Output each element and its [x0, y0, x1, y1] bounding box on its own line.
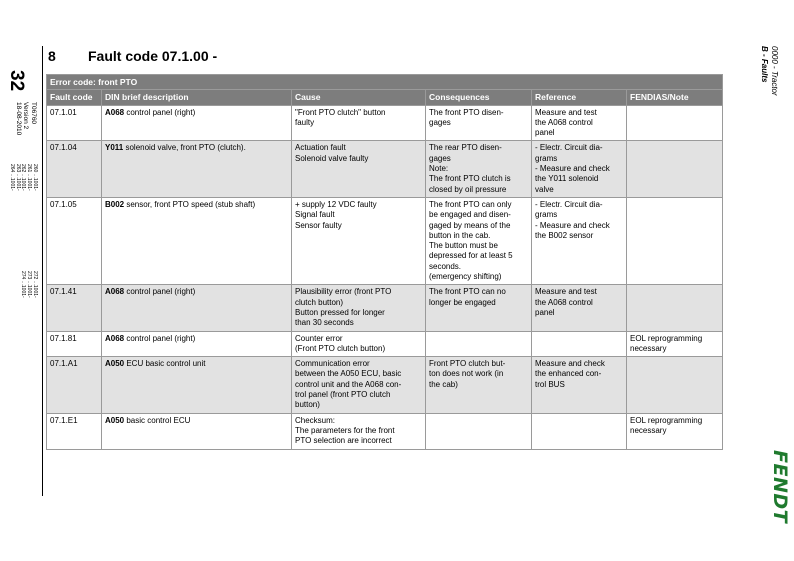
model-ref: 272 ...1001- [32, 271, 38, 298]
component-description: control panel (right) [124, 333, 196, 343]
din-description-cell [102, 197, 292, 284]
component-description: control panel (right) [124, 287, 196, 297]
doc-date: 18-08-2010 [15, 102, 22, 136]
component-description: ECU basic control unit [124, 359, 206, 369]
cause-cell: Plausibility error (front PTO clutch button) Button pressed for longer than 30 seconds [292, 285, 426, 331]
reference-cell: Measure and test the A068 control panel [532, 105, 627, 141]
component-code: A068 [105, 287, 125, 297]
model-ref: 264 ...1001- [8, 164, 15, 191]
fault-code-cell: 07.1.04 [47, 141, 102, 197]
din-description-cell [102, 141, 292, 197]
component-code: B002 [105, 199, 125, 209]
consequences-cell [426, 331, 532, 357]
margin-divider [42, 46, 43, 496]
document-meta [15, 102, 38, 135]
doc-id: T06760 [30, 102, 37, 125]
cause-cell: + supply 12 VDC faulty Signal fault Sensor faulty [292, 197, 426, 284]
doc-version: Version 2 [22, 102, 30, 130]
component-code: A068 [105, 107, 125, 117]
component-code: A050 [105, 415, 125, 425]
header-din-description: DIN brief description [102, 90, 292, 105]
table-row [47, 285, 723, 331]
fault-code-cell: 07.1.41 [47, 285, 102, 331]
fendias-note-cell: EOL reprogramming necessary [627, 413, 723, 449]
page-number: 32 [6, 70, 27, 92]
din-description-cell [102, 105, 292, 141]
table-row [47, 357, 723, 413]
consequences-cell: The front PTO can no longer be engaged [426, 285, 532, 331]
table-row [47, 413, 723, 449]
reference-cell [532, 413, 627, 449]
fendias-note-cell [627, 105, 723, 141]
din-description-cell [102, 331, 292, 357]
fendias-note-cell [627, 141, 723, 197]
fault-code-cell: 07.1.E1 [47, 413, 102, 449]
section-header-line1: 0000 - Tractor [770, 46, 779, 96]
component-description: control panel (right) [124, 107, 196, 117]
model-references-1 [8, 164, 37, 191]
model-references-2 [20, 271, 37, 298]
header-cause: Cause [292, 90, 426, 105]
cause-cell: Counter error (Front PTO clutch button) [292, 331, 426, 357]
cause-cell: "Front PTO clutch" button faulty [292, 105, 426, 141]
header-reference: Reference [532, 90, 627, 105]
cause-cell: Checksum: The parameters for the front PTO selection are incorrect [292, 413, 426, 449]
fendias-note-cell: EOL reprogramming necessary [627, 331, 723, 357]
header-consequences: Consequences [426, 90, 532, 105]
fault-code-cell: 07.1.01 [47, 105, 102, 141]
din-description-cell [102, 285, 292, 331]
model-ref: 274 ...1001- [20, 271, 27, 298]
reference-cell [532, 331, 627, 357]
fault-code-cell: 07.1.A1 [47, 357, 102, 413]
fendias-note-cell [627, 357, 723, 413]
consequences-cell: The rear PTO disen- gages Note: The front PTO clutch is closed by oil pressure [426, 141, 532, 197]
model-ref: 261 ...1001- [26, 164, 33, 191]
component-code: Y011 [105, 143, 124, 153]
component-description: basic control ECU [124, 415, 191, 425]
model-ref: 273 ...1001- [26, 271, 33, 298]
model-ref: 262 ...1001- [20, 164, 27, 191]
cause-cell: Actuation fault Solenoid valve faulty [292, 141, 426, 197]
component-description: solenoid valve, front PTO (clutch). [123, 143, 246, 153]
fendt-logo: FENDT [769, 450, 791, 524]
model-ref: 260 ...1001- [32, 164, 38, 191]
component-code: A050 [105, 359, 125, 369]
component-code: A068 [105, 333, 125, 343]
fault-code-table [46, 74, 723, 450]
reference-cell: - Electr. Circuit dia- grams - Measure and check the B002 sensor [532, 197, 627, 284]
consequences-cell: Front PTO clutch but- ton does not work (in the cab) [426, 357, 532, 413]
component-description: sensor, front PTO speed (stub shaft) [124, 199, 256, 209]
chapter-title: Fault code 07.1.00 - [88, 48, 218, 64]
section-header-line2: B - Faults [760, 46, 769, 83]
table-row [47, 331, 723, 357]
fault-code-cell: 07.1.05 [47, 197, 102, 284]
table-title: Error code: front PTO [47, 75, 723, 90]
consequences-cell: The front PTO can only be engaged and disen- gaged by means of the button in the cab. The button must be depressed for at least 5 seconds. (emergency shifting) [426, 197, 532, 284]
fendias-note-cell [627, 285, 723, 331]
cause-cell: Communication error between the A050 ECU, basic control unit and the A068 con- trol panel (front PTO clutch button) [292, 357, 426, 413]
din-description-cell [102, 413, 292, 449]
model-ref: 263 ...1001- [14, 164, 21, 191]
din-description-cell [102, 357, 292, 413]
section-header [759, 46, 779, 96]
chapter-number: 8 [48, 48, 56, 64]
reference-cell: - Electr. Circuit dia- grams - Measure and check the Y011 solenoid valve [532, 141, 627, 197]
table-row [47, 105, 723, 141]
fault-code-cell: 07.1.81 [47, 331, 102, 357]
consequences-cell [426, 413, 532, 449]
header-fendias-note: FENDIAS/Note [627, 90, 723, 105]
reference-cell: Measure and check the enhanced con- trol BUS [532, 357, 627, 413]
fendias-note-cell [627, 197, 723, 284]
table-row [47, 197, 723, 284]
header-fault-code: Fault code [47, 90, 102, 105]
consequences-cell: The front PTO disen- gages [426, 105, 532, 141]
table-row [47, 141, 723, 197]
reference-cell: Measure and test the A068 control panel [532, 285, 627, 331]
